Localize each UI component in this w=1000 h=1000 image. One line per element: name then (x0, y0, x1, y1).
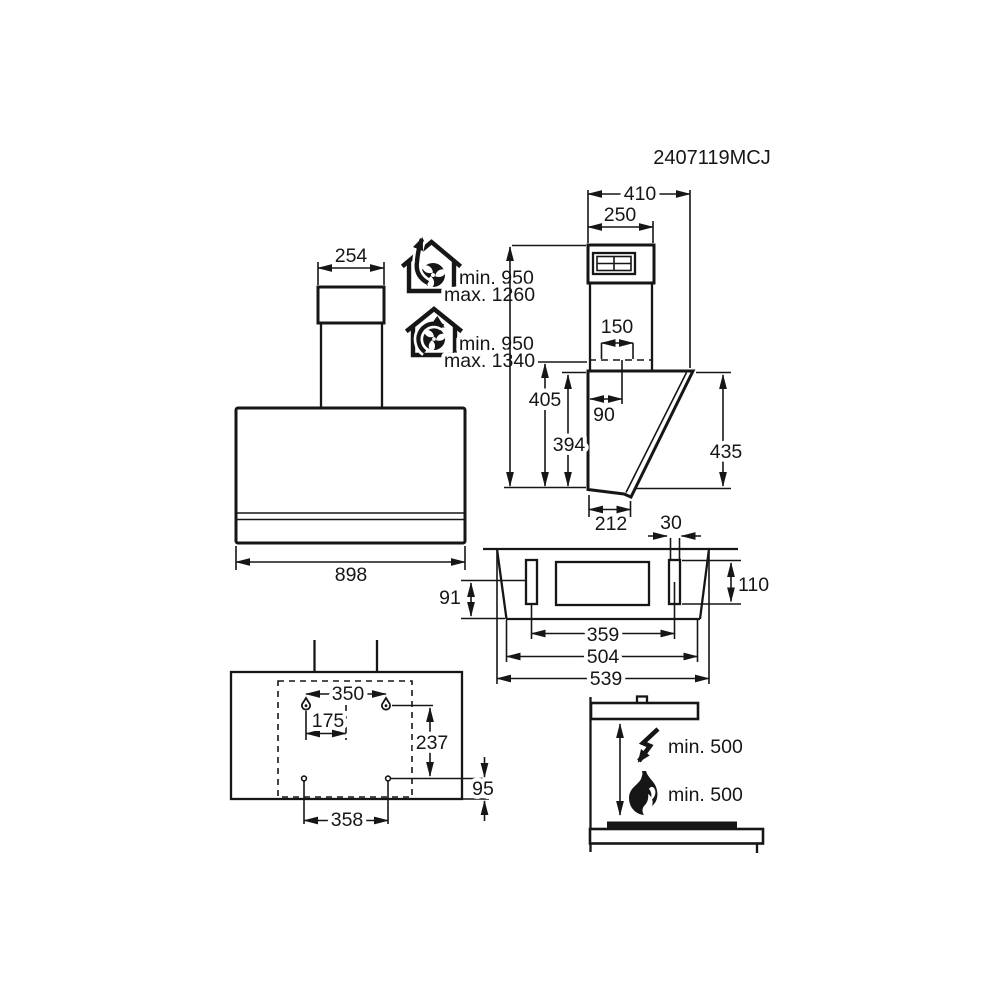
top-view (439, 549, 769, 690)
hob-surface (607, 822, 737, 829)
clearance-gas: min. 500 (668, 784, 743, 806)
recirculation-mode-icon (408, 309, 460, 355)
dim-bracket-spacing: 359 (586, 624, 620, 646)
dim-bottom-hole-spacing: 358 (330, 809, 364, 831)
clearance-diagram (590, 697, 763, 854)
clearance-electric: min. 500 (668, 736, 743, 758)
front-view (236, 245, 465, 586)
dim-side-offset: 91 (439, 587, 461, 609)
dim-duct-width: 150 (600, 316, 634, 338)
dim-center-offset: 175 (311, 710, 345, 732)
dim-duct-offset: 90 (593, 404, 615, 426)
dim-bottom-depth: 212 (594, 513, 628, 535)
dim-body-rear-height: 394 (552, 434, 586, 456)
exhaust-max-height: max. 1260 (444, 284, 536, 306)
dim-front-height: 435 (709, 441, 743, 463)
dim-topview-body-width: 504 (586, 646, 620, 668)
installation-height-legend (404, 239, 535, 372)
model-number: 2407119MCJ (653, 147, 771, 169)
dim-bracket-width: 30 (660, 512, 682, 534)
dim-chimney-depth: 250 (603, 204, 637, 226)
dim-bottom-edge-offset: 95 (472, 778, 494, 800)
dim-total-depth: 410 (623, 183, 657, 205)
dim-chimney-width: 254 (334, 245, 368, 267)
recirculation-min-height: min. 950 (459, 333, 534, 355)
recirculation-max-height: max. 1340 (444, 350, 536, 372)
exhaust-min-height: min. 950 (459, 267, 534, 289)
vent-grille-icon (593, 253, 635, 274)
dim-body-width: 898 (334, 564, 368, 586)
dim-bracket-height: 110 (738, 574, 770, 596)
side-view (504, 183, 742, 561)
dim-duct-to-bottom-height: 405 (528, 389, 562, 411)
dim-vertical-hole-spacing: 237 (415, 732, 449, 754)
dim-top-hole-spacing: 350 (331, 683, 365, 705)
lightning-icon (639, 729, 658, 761)
mounting-template (231, 640, 494, 831)
dim-topview-total-width: 539 (589, 668, 623, 690)
